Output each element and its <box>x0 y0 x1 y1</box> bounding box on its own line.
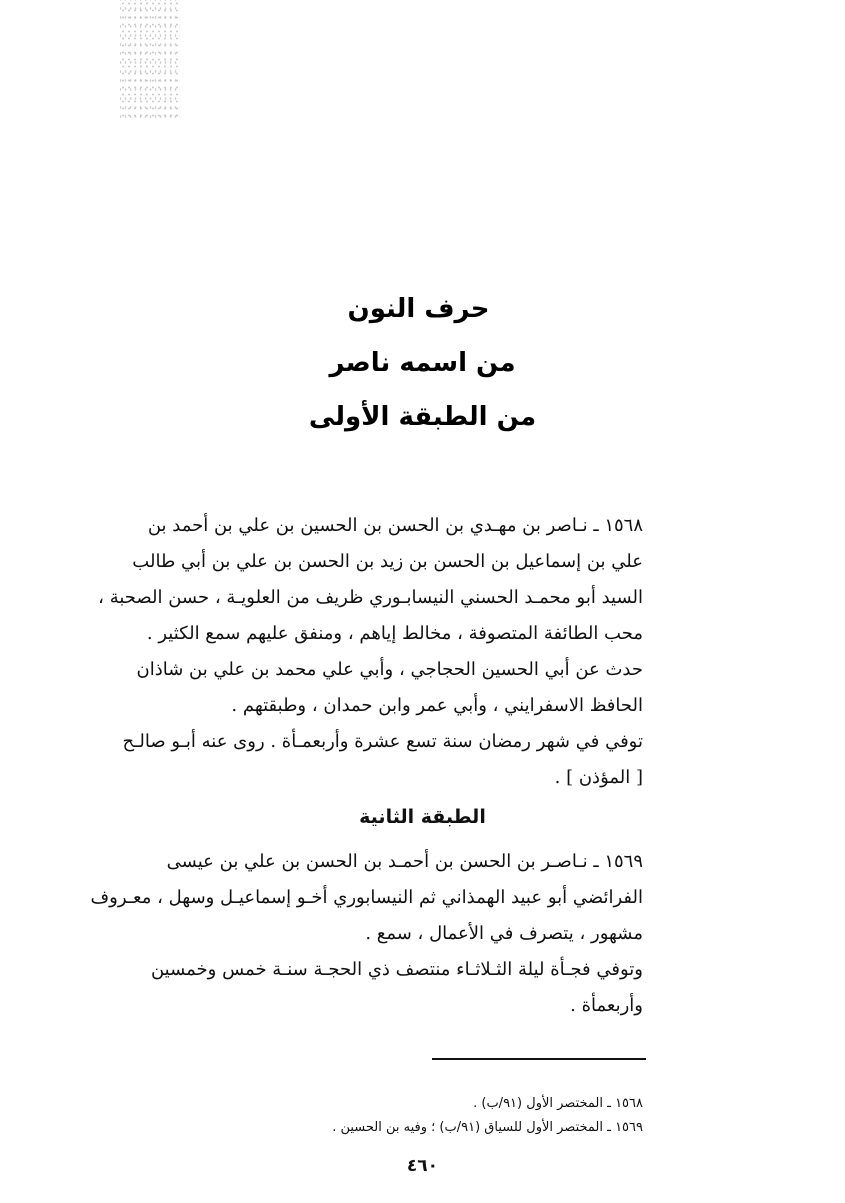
entry-1569-line: وأربعمأة . <box>570 995 643 1016</box>
heading-line-letter: حرف النون <box>347 294 490 324</box>
footnote-1569: ١٥٦٩ ـ المختصر الأول للسياق (٩١/ب) ؛ وفيه بن الحسين . <box>332 1120 643 1135</box>
entry-1568-line: محب الطائفة المتصوفة ، مخالط إياهم ، ومنفق عليهم سمع الكثير . <box>146 623 643 644</box>
footnotes <box>201 1092 643 1140</box>
entry-1569-line: ١٥٦٩ ـ نـاصـر بن الحسن بن أحمـد بن الحسن بن علي بن عيسى <box>166 851 643 872</box>
section-title: الطبقة الثانية <box>359 806 486 828</box>
heading-line-name: من اسمه ناصر <box>329 348 516 378</box>
entry-1568-line: السيد أبو محمـد الحسني النيسابـوري ظريف من العلويـة ، حسن الصحبة ، <box>98 587 643 608</box>
footnote-divider <box>432 1058 646 1060</box>
entry-1568-line: [ المؤذن ] . <box>554 767 643 788</box>
page-number: ٤٦٠ <box>406 1156 439 1176</box>
entry-1569-line: الفرائضي أبو عبيد الهمذاني ثم النيسابوري أخـو إسماعيـل وسهل ، معـروف <box>90 887 643 908</box>
entry-1568-line: ١٥٦٨ ـ نـاصر بن مهـدي بن الحسن بن الحسين بن علي بن أحمد بن <box>147 515 643 536</box>
chapter-heading <box>0 282 845 444</box>
entry-1568-line: الحافظ الاسفرايني ، وأبي عمر وابن حمدان ، وطبقتهم . <box>231 695 643 716</box>
entry-1569 <box>90 844 643 1024</box>
entry-1568-line: توفي في شهر رمضان سنة تسع عشرة وأربعمـأة . روى عنه أبـو صالـح <box>122 731 643 752</box>
entry-1568-line: علي بن إسماعيل بن الحسن بن زيد بن الحسن بن علي بن أبي طالب <box>132 551 643 572</box>
entry-1568-line: حدث عن أبي الحسين الحجاجي ، وأبي علي محمد بن علي بن شاذان <box>136 659 643 680</box>
entry-1568 <box>98 508 643 796</box>
entry-1569-line: وتوفي فجـأة ليلة الثـلاثـاء منتصف ذي الحجـة سنـة خمس وخمسين <box>150 959 643 980</box>
heading-line-class: من الطبقة الأولى <box>308 402 537 432</box>
footnote-1568: ١٥٦٨ ـ المختصر الأول (٩١/ب) . <box>473 1096 643 1111</box>
entry-1569-line: مشهور ، يتصرف في الأعمال ، سمع . <box>365 923 643 944</box>
